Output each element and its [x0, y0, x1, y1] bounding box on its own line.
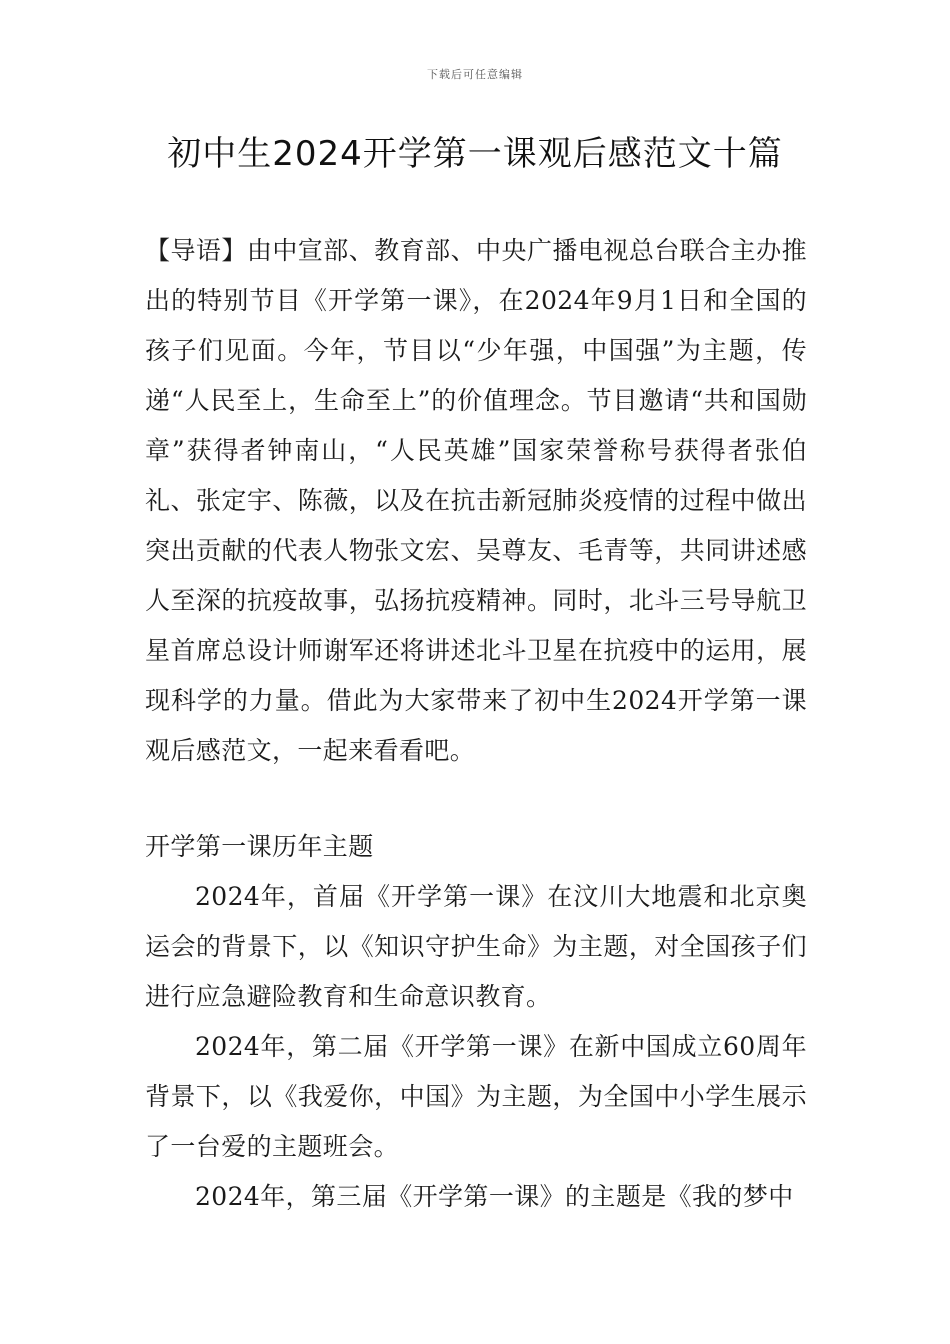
section-heading: 开学第一课历年主题 — [145, 832, 374, 861]
intro-paragraph: 【导语】由中宣部、教育部、中央广播电视总台联合主办推出的特别节目《开学第一课》，在2024年9月1日和全国的孩子们见面。今年，节目以“少年强，中国强”为主题，传递“人民至上，生命至上”的价值理念。节目邀请“共和国勋章”获得者钟南山，“人民英雄”国家荣誉称号获得者张伯礼、张定宇、陈薇，以及在抗击新冠肺炎疫情的过程中做出突出贡献的代表人物张文宏、吴尊友、毛青等，共同讲述感人至深的抗疫故事，弘扬抗疫精神。同时，北斗三号导航卫星首席总设计师谢军还将讲述北斗卫星在抗疫中的运用，展现科学的力量。借此为大家带来了初中生2024开学第一课观后感范文，一起来看看吧。 — [145, 236, 807, 765]
paragraph-2008: 2024年，首届《开学第一课》在汶川大地震和北京奥运会的背景下，以《知识守护生命》为主题，对全国孩子们进行应急避险教育和生命意识教育。 — [145, 882, 807, 1011]
paragraph-2009: 2024年，第二届《开学第一课》在新中国成立60周年背景下，以《我爱你，中国》为主题，为全国中小学生展示了一台爱的主题班会。 — [145, 1032, 807, 1161]
document-title: 初中生2024开学第一课观后感范文十篇 — [167, 134, 783, 174]
header-note: 下载后可任意编辑 — [427, 68, 523, 81]
paragraph-2010: 2024年，第三届《开学第一课》的主题是《我的梦中 — [195, 1182, 794, 1211]
